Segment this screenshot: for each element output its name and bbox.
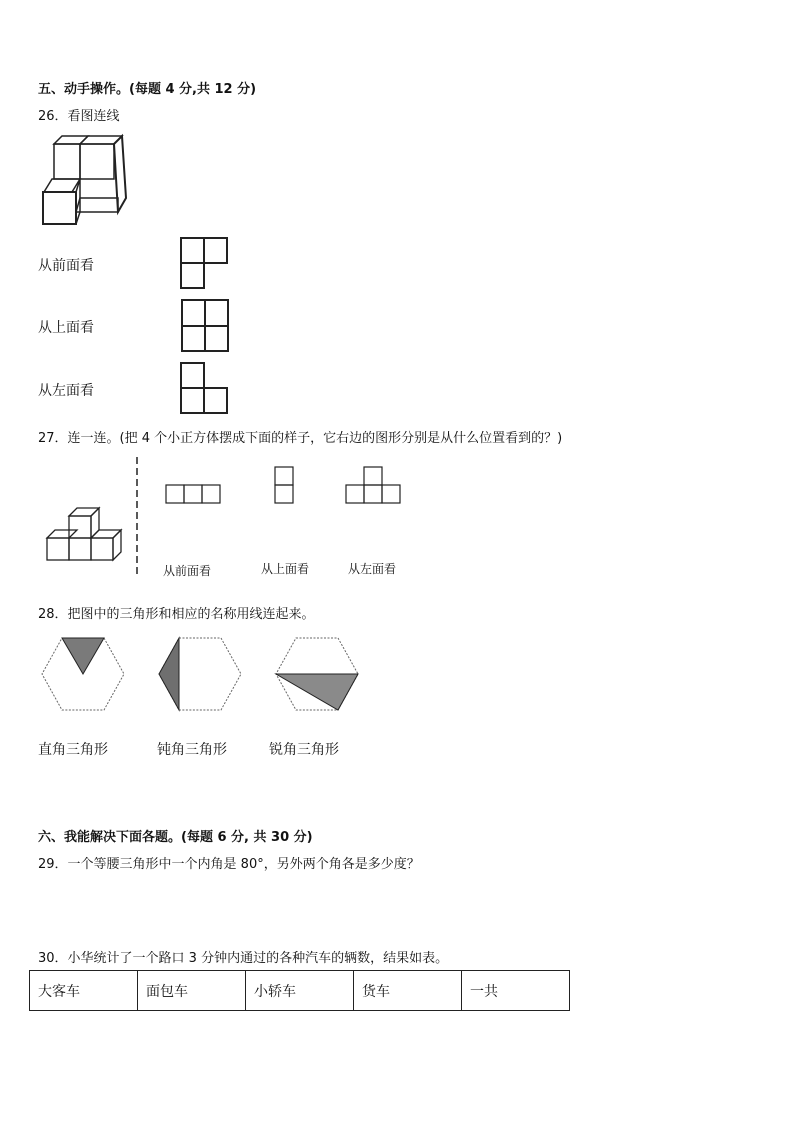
table-header-cell: 小轿车: [246, 971, 354, 1011]
q26-title: 26．看图连线: [38, 109, 120, 124]
q26-label-top: 从上面看: [38, 320, 94, 336]
q27-label-left: 从左面看: [348, 562, 397, 576]
q28-label-acute: 锐角三角形: [269, 742, 339, 758]
q27-view-row: [165, 484, 223, 506]
q27-view-column: [274, 466, 296, 506]
q26-view-b: [181, 299, 231, 353]
q26-label-left: 从左面看: [38, 383, 94, 399]
q30-table: [29, 970, 570, 1011]
q28-label-right: 直角三角形: [38, 742, 108, 758]
q28-label-obtuse: 钝角三角形: [157, 742, 227, 758]
table-row: [30, 971, 570, 1011]
q28-title: 28．把图中的三角形和相应的名称用线连起来。: [38, 607, 315, 622]
hexagon-right-triangle: [40, 636, 126, 714]
section-6-title: 六、我能解决下面各题。(每题 6 分, 共 30 分): [38, 830, 313, 845]
q26-label-front: 从前面看: [38, 258, 94, 274]
section-5-title: 五、动手操作。(每题 4 分,共 12 分): [38, 82, 257, 97]
q27-cube-figure: [45, 503, 125, 563]
q26-view-c: [180, 362, 230, 415]
q27-label-top: 从上面看: [261, 562, 310, 576]
q27-title: 27．连一连。(把 4 个小正方体摆成下面的样子，它右边的图形分别是从什么位置看到的？): [38, 431, 563, 446]
q27-label-front: 从前面看: [163, 564, 212, 578]
q26-view-a: [180, 237, 230, 289]
table-header-cell: 货车: [354, 971, 462, 1011]
q29-title: 29．一个等腰三角形中一个内角是 80°，另外两个角各是多少度？: [38, 857, 420, 872]
table-header-cell: 面包车: [138, 971, 246, 1011]
table-header-cell: 一共: [462, 971, 570, 1011]
table-header-cell: 大客车: [30, 971, 138, 1011]
hexagon-obtuse-triangle: [157, 636, 243, 714]
hexagon-acute-triangle: [274, 636, 360, 714]
q26-cube-figure: [40, 132, 132, 228]
q30-title: 30．小华统计了一个路口 3 分钟内通过的各种汽车的辆数，结果如表。: [38, 951, 449, 966]
q27-view-t-shape: [345, 466, 403, 506]
dashed-divider: [135, 457, 139, 577]
